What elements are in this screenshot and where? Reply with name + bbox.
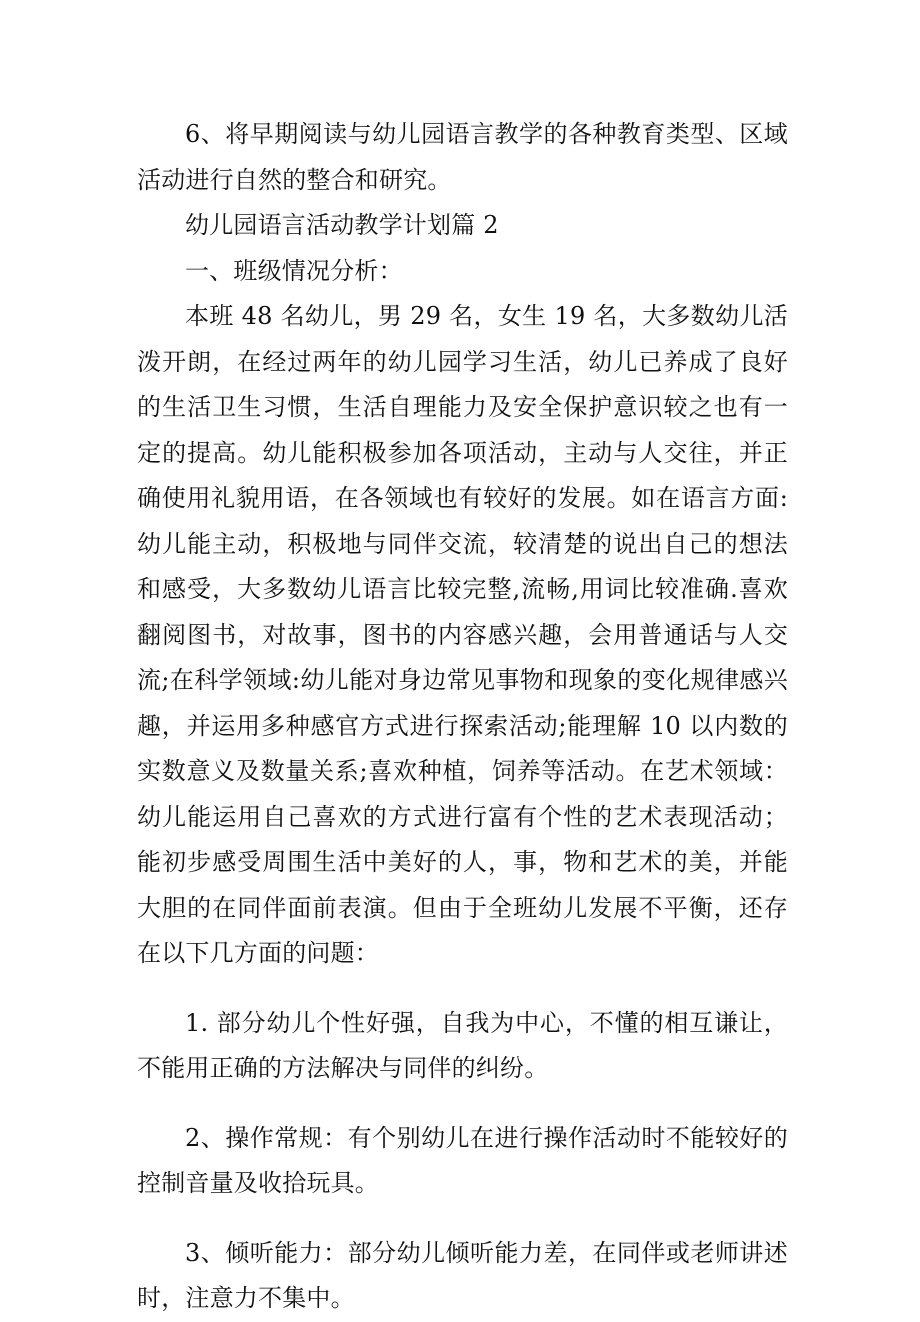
problem-item-1: 1. 部分幼儿个性好强，自我为中心，不懂的相互谦让，不能用正确的方法解决与同伴的纠纷。 [137, 1008, 788, 1082]
document-body [137, 112, 788, 1322]
section-heading-class-analysis: 一、班级情况分析： [185, 256, 403, 285]
problem-item-3: 3、倾听能力：部分幼儿倾听能力差，在同伴或老师讲述时，注意力不集中。 [137, 1238, 788, 1312]
problem-item-2: 2、操作常规：有个别幼儿在进行操作活动时不能较好的控制音量及收拾玩具。 [137, 1123, 788, 1197]
paragraph-item-6: 6、将早期阅读与幼儿园语言教学的各种教育类型、区域活动进行自然的整合和研究。 [137, 120, 788, 194]
class-analysis-paragraph: 本班 48 名幼儿，男 29 名，女生 19 名，大多数幼儿活泼开朗，在经过两年的幼儿园学习生活，幼儿已养成了良好的生活卫生习惯，生活自理能力及安全保护意识较之也有一定的提高。幼儿能积极参加各项活动，主动与人交往，并正确使用礼貌用语，在各领域也有较好的发展。如在语言方面:幼儿能主动，积极地与同伴交流，较清楚的说出自己的想法和感受，大多数幼儿语言比较完整,流畅,用词比较准确.喜欢翻阅图书，对故事，图书的内容感兴趣，会用普通话与人交流;在科学领域:幼儿能对身边常见事物和现象的变化规律感兴趣，并运用多种感官方式进行探索活动;能理解 10 以内数的实数意义及数量关系;喜欢种植，饲养等活动。在艺术领域：幼儿能运用自己喜欢的方式进行富有个性的艺术表现活动；能初步感受周围生活中美好的人，事，物和艺术的美，并能大胆的在同伴面前表演。但由于全班幼儿发展不平衡，还存在以下几方面的问题： [137, 302, 788, 967]
section-title: 幼儿园语言活动教学计划篇 2 [185, 211, 499, 239]
